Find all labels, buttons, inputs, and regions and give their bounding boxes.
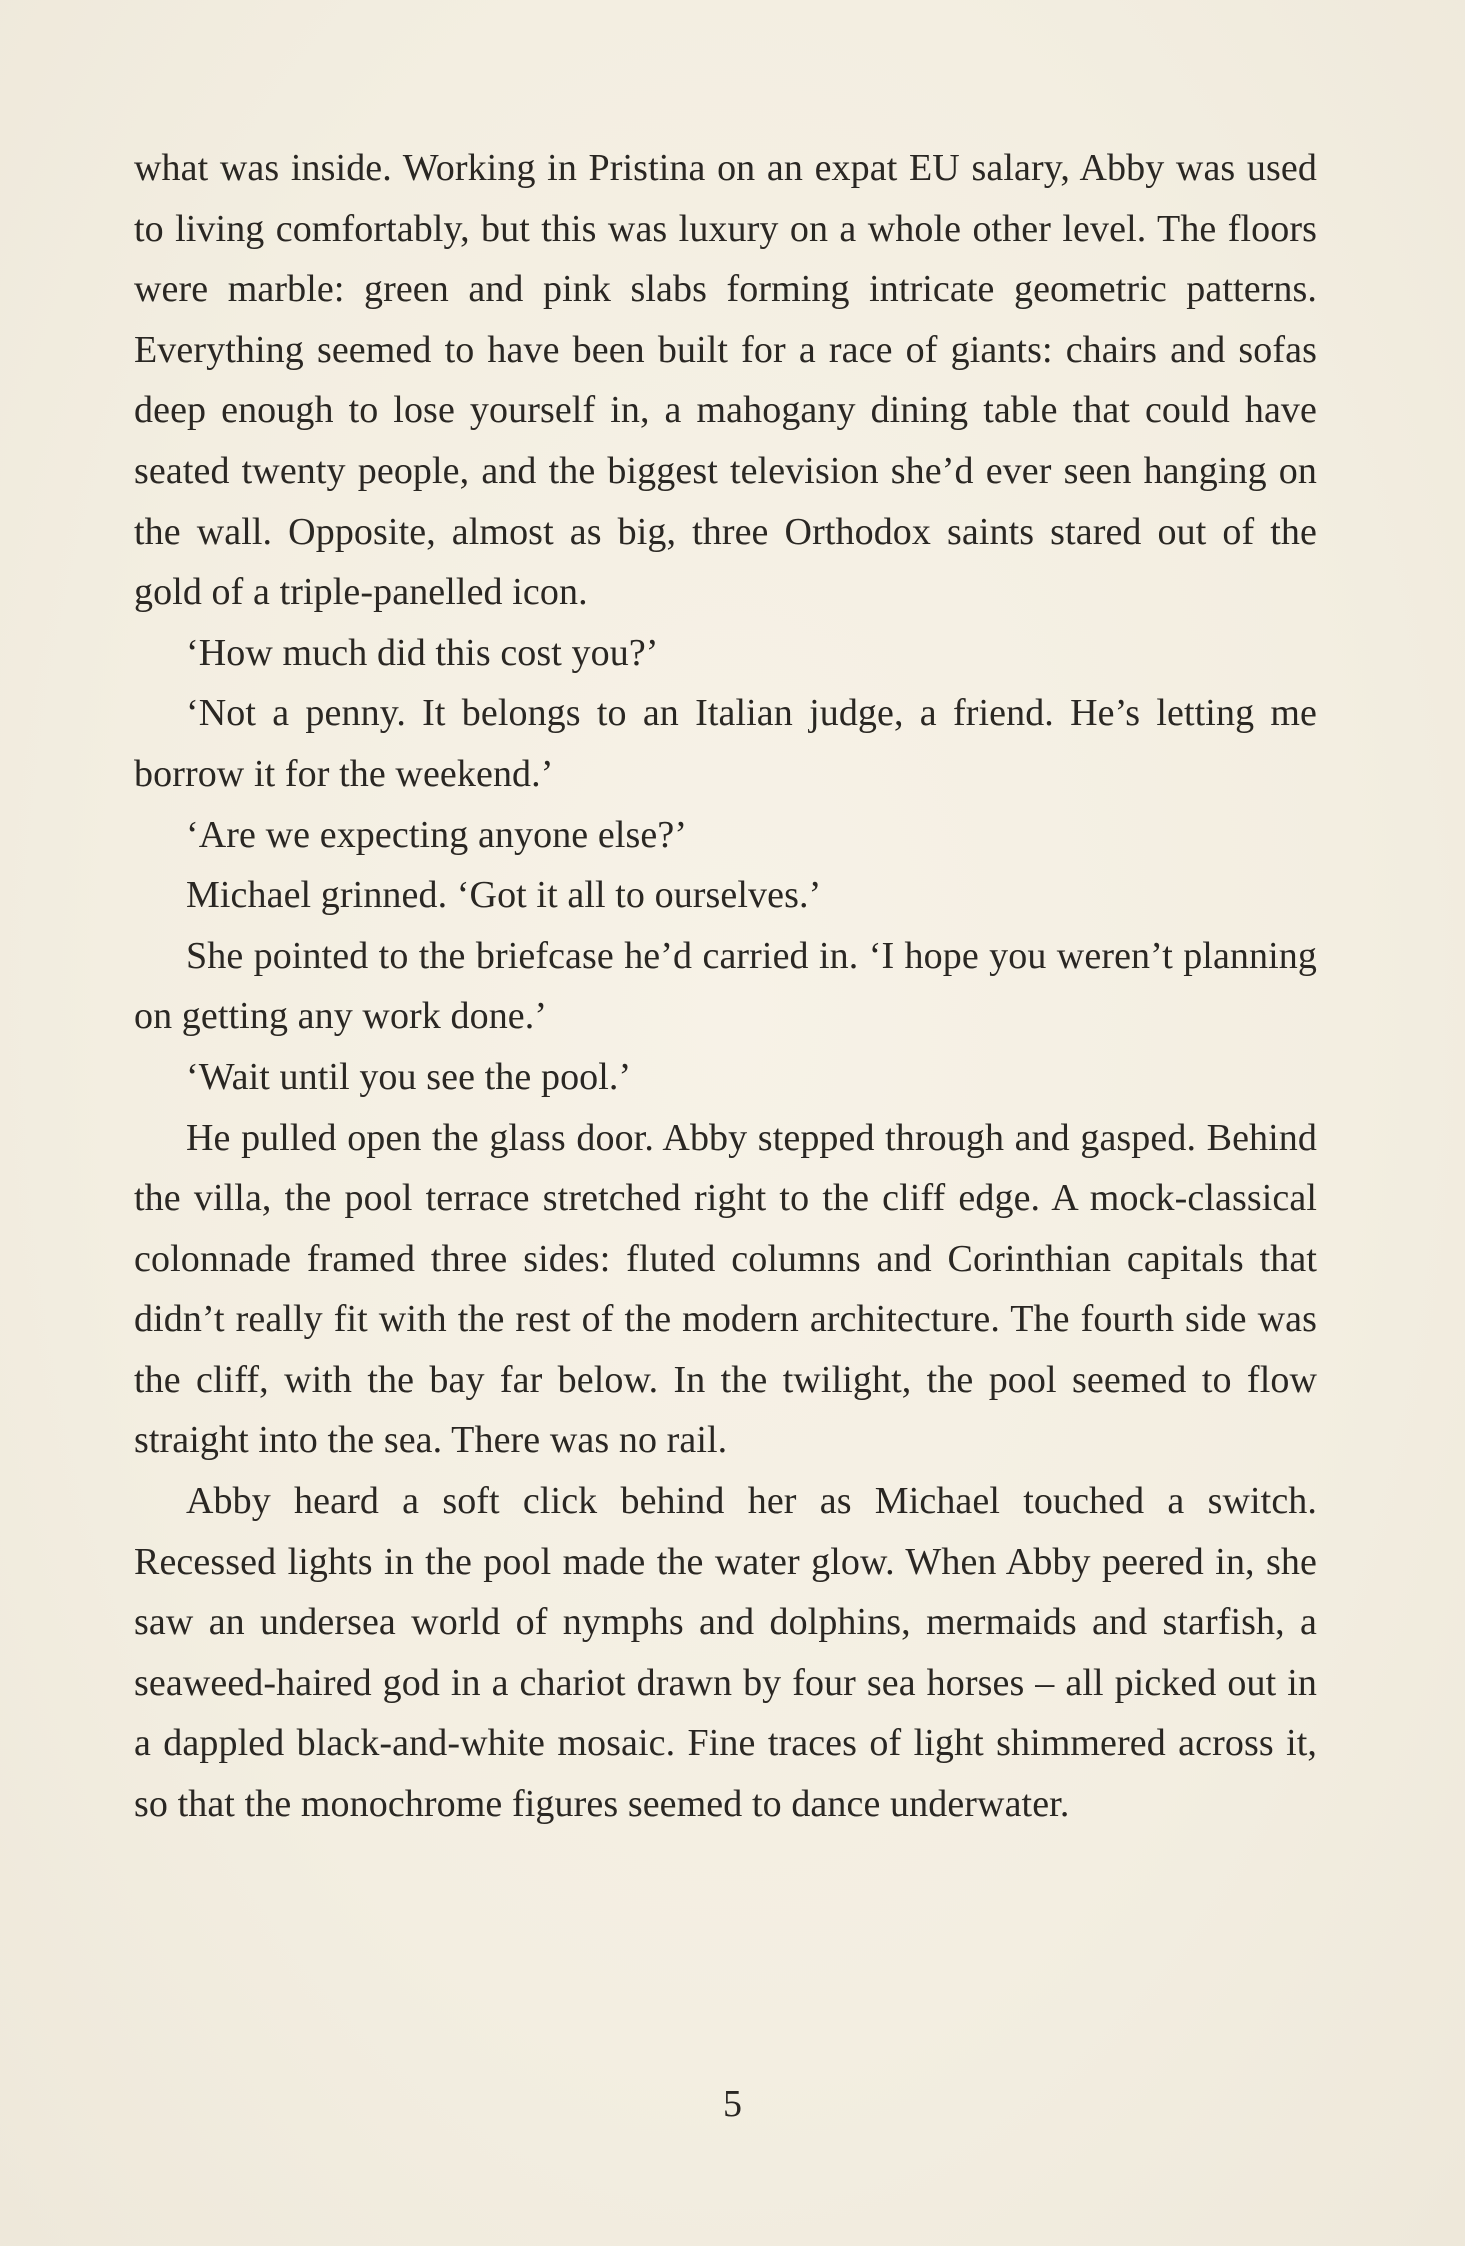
paragraph: He pulled open the glass door. Abby stepped through and gasped. Behind the villa, the pool terrace stretched right to the cliff edge. A mock-classical colonnade framed three sides: fluted columns and Corinthian capitals that didn’t really fit with the rest of the modern architecture. The fourth side was the cliff, with the bay far below. In the twilight, the pool seemed to flow straight into the sea. There was no rail. [134, 1116, 1317, 1462]
paragraph: what was inside. Working in Pristina on an expat EU salary, Abby was used to living comfortably, but this was luxury on a whole other level. The floors were marble: green and pink slabs forming intricate geometric patterns. Everything seemed to have been built for a race of giants: chairs and sofas deep enough to lose yourself in, a mahogany dining table that could have seated twenty people, and the biggest television she’d ever seen hanging on the wall. Opposite, almost as big, three Orthodox saints stared out of the gold of a triple-panelled icon. [134, 147, 1317, 614]
paragraph: ‘Wait until you see the pool.’ [186, 1055, 632, 1098]
paragraph: ‘Are we expecting anyone else?’ [186, 813, 688, 856]
paragraph: Michael grinned. ‘Got it all to ourselves.’ [186, 874, 822, 917]
page-number: 5 [723, 2083, 742, 2125]
paragraph: ‘Not a penny. It belongs to an Italian judge, a friend. He’s letting me borrow it for the weekend.’ [134, 692, 1317, 795]
paragraph: Abby heard a soft click behind her as Michael touched a switch. Recessed lights in the pool made the water glow. When Abby peered in, she saw an undersea world of nymphs and dolphins, mermaids and starfish, a seaweed-haired god in a chariot drawn by four sea horses – all picked out in a dappled black-and-white mosaic. Fine traces of light shimmered across it, so that the monochrome figures seemed to dance underwater. [134, 1480, 1317, 1826]
paragraph: ‘How much did this cost you?’ [186, 631, 659, 674]
paragraph: She pointed to the briefcase he’d carried in. ‘I hope you weren’t planning on getting any work done.’ [134, 934, 1317, 1038]
body-text [134, 138, 1317, 1835]
